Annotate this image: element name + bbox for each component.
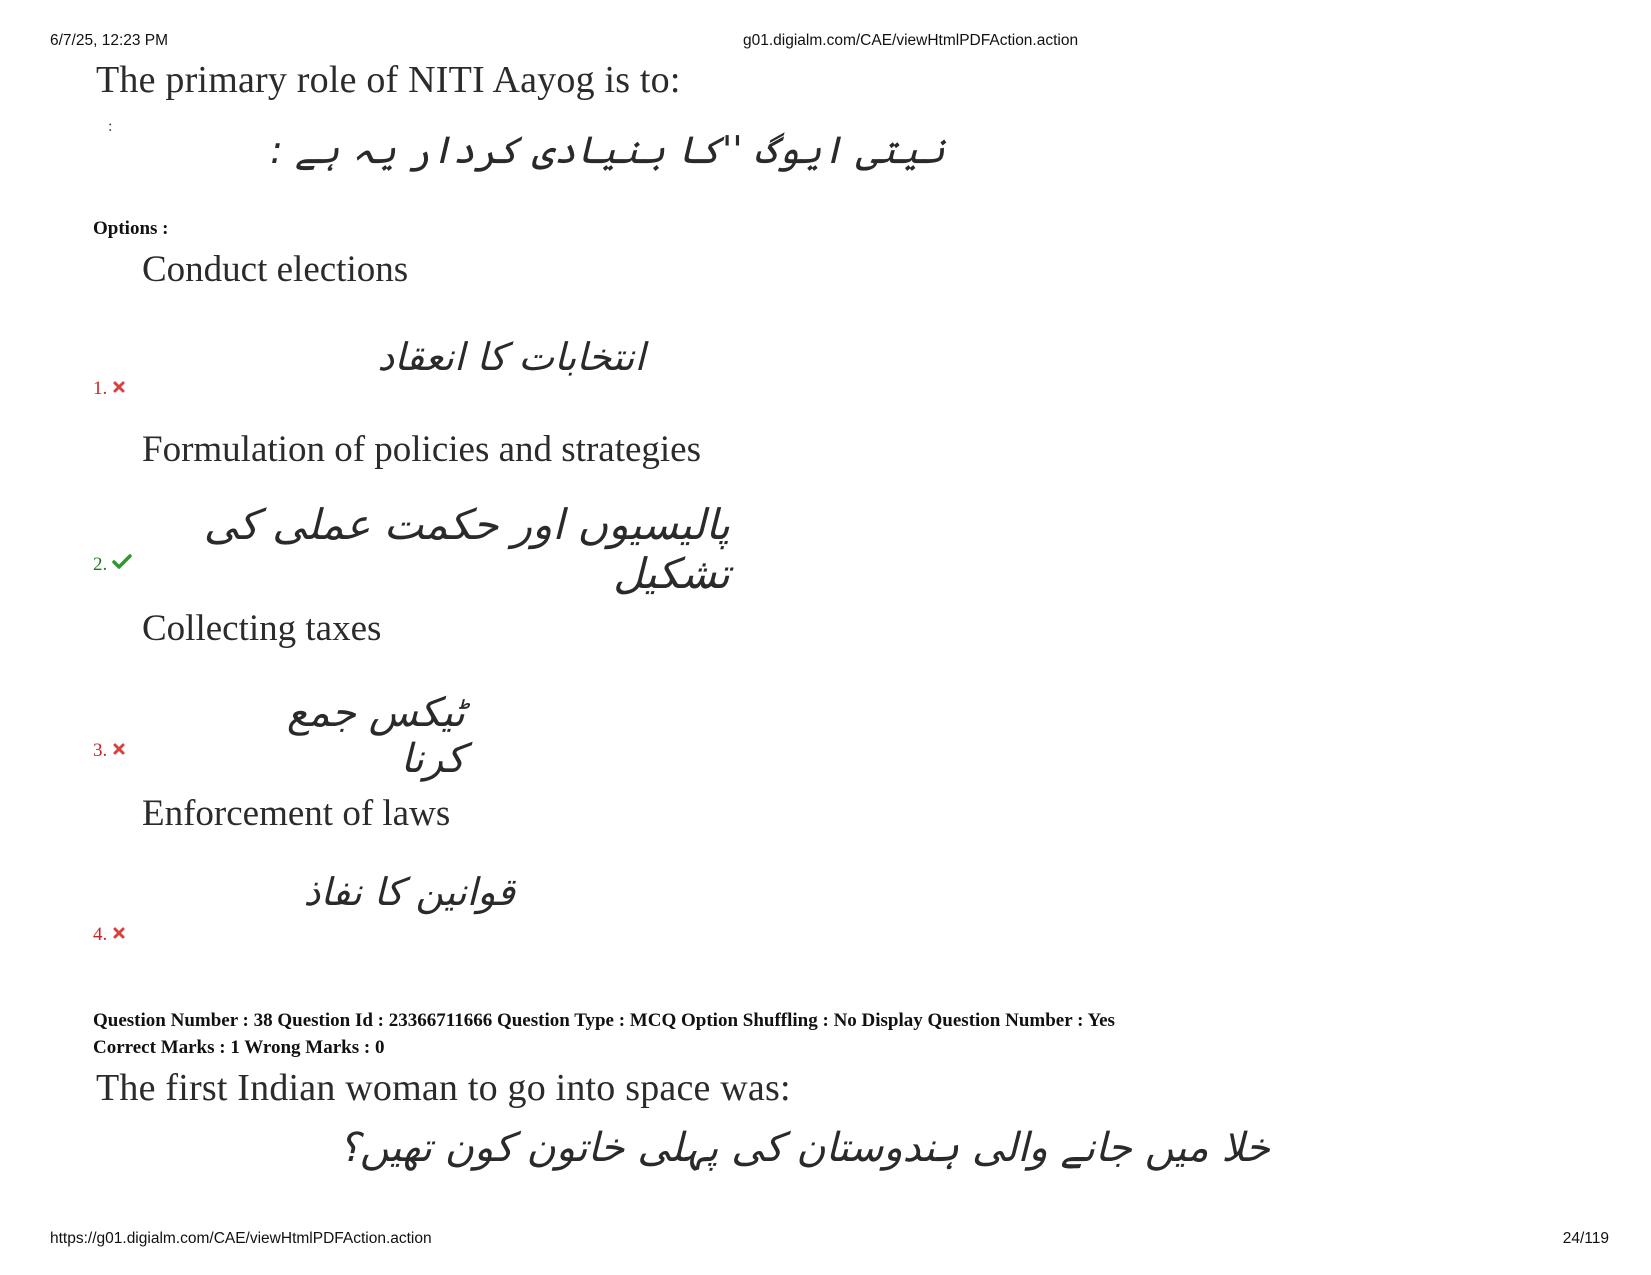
question-2-text-english: The first Indian woman to go into space was: xyxy=(96,1067,791,1109)
question-text-english: The primary role of NITI Aayog is to: xyxy=(96,59,681,101)
option-1-english: Conduct elections xyxy=(142,249,409,290)
option-4-urdu: قوانین کا نفاذ xyxy=(303,870,515,914)
question-colon: : xyxy=(108,118,113,135)
print-datetime: 6/7/25, 12:23 PM xyxy=(50,32,169,49)
option-2-urdu: پالیسیوں اور حکمت عملی کی تشکیل xyxy=(203,500,730,598)
option-1-urdu: انتخابات کا انعقاد xyxy=(377,335,645,379)
cross-icon xyxy=(112,378,126,400)
option-3-number: 3. xyxy=(93,740,108,761)
question-2-text-urdu: خلا میں جانے والی ہندوستان کی پہلی خاتون کون تھیں؟ xyxy=(338,1125,1270,1171)
option-3-english: Collecting taxes xyxy=(142,608,382,649)
option-3-status xyxy=(93,740,126,762)
print-footer-url: https://g01.digialm.com/CAE/viewHtmlPDFAction.action xyxy=(50,1230,432,1247)
option-2-status xyxy=(93,554,132,576)
option-1-number: 1. xyxy=(93,378,108,399)
option-1-status xyxy=(93,378,126,400)
option-3-urdu: ٹیکس جمع کرنا xyxy=(286,690,465,782)
option-4-english: Enforcement of laws xyxy=(142,793,451,834)
question-meta-line-1: Question Number : 38 Question Id : 23366711666 Question Type : MCQ Option Shuffling : No Display Question Number : Yes xyxy=(93,1010,1115,1031)
print-header-url: g01.digialm.com/CAE/viewHtmlPDFAction.action xyxy=(743,32,1079,49)
check-icon xyxy=(112,554,132,576)
cross-icon xyxy=(112,740,126,762)
option-2-english: Formulation of policies and strategies xyxy=(142,429,701,470)
question-text-urdu: نیتی ایوگ ''کا بنیادی کردار یہ ہے : xyxy=(270,128,945,172)
option-4-number: 4. xyxy=(93,924,108,945)
page-number: 24/119 xyxy=(1562,1230,1609,1247)
option-2-number: 2. xyxy=(93,554,108,575)
options-label: Options : xyxy=(93,218,169,239)
cross-icon xyxy=(112,924,126,946)
option-4-status xyxy=(93,924,126,946)
question-meta-line-2: Correct Marks : 1 Wrong Marks : 0 xyxy=(93,1037,385,1058)
